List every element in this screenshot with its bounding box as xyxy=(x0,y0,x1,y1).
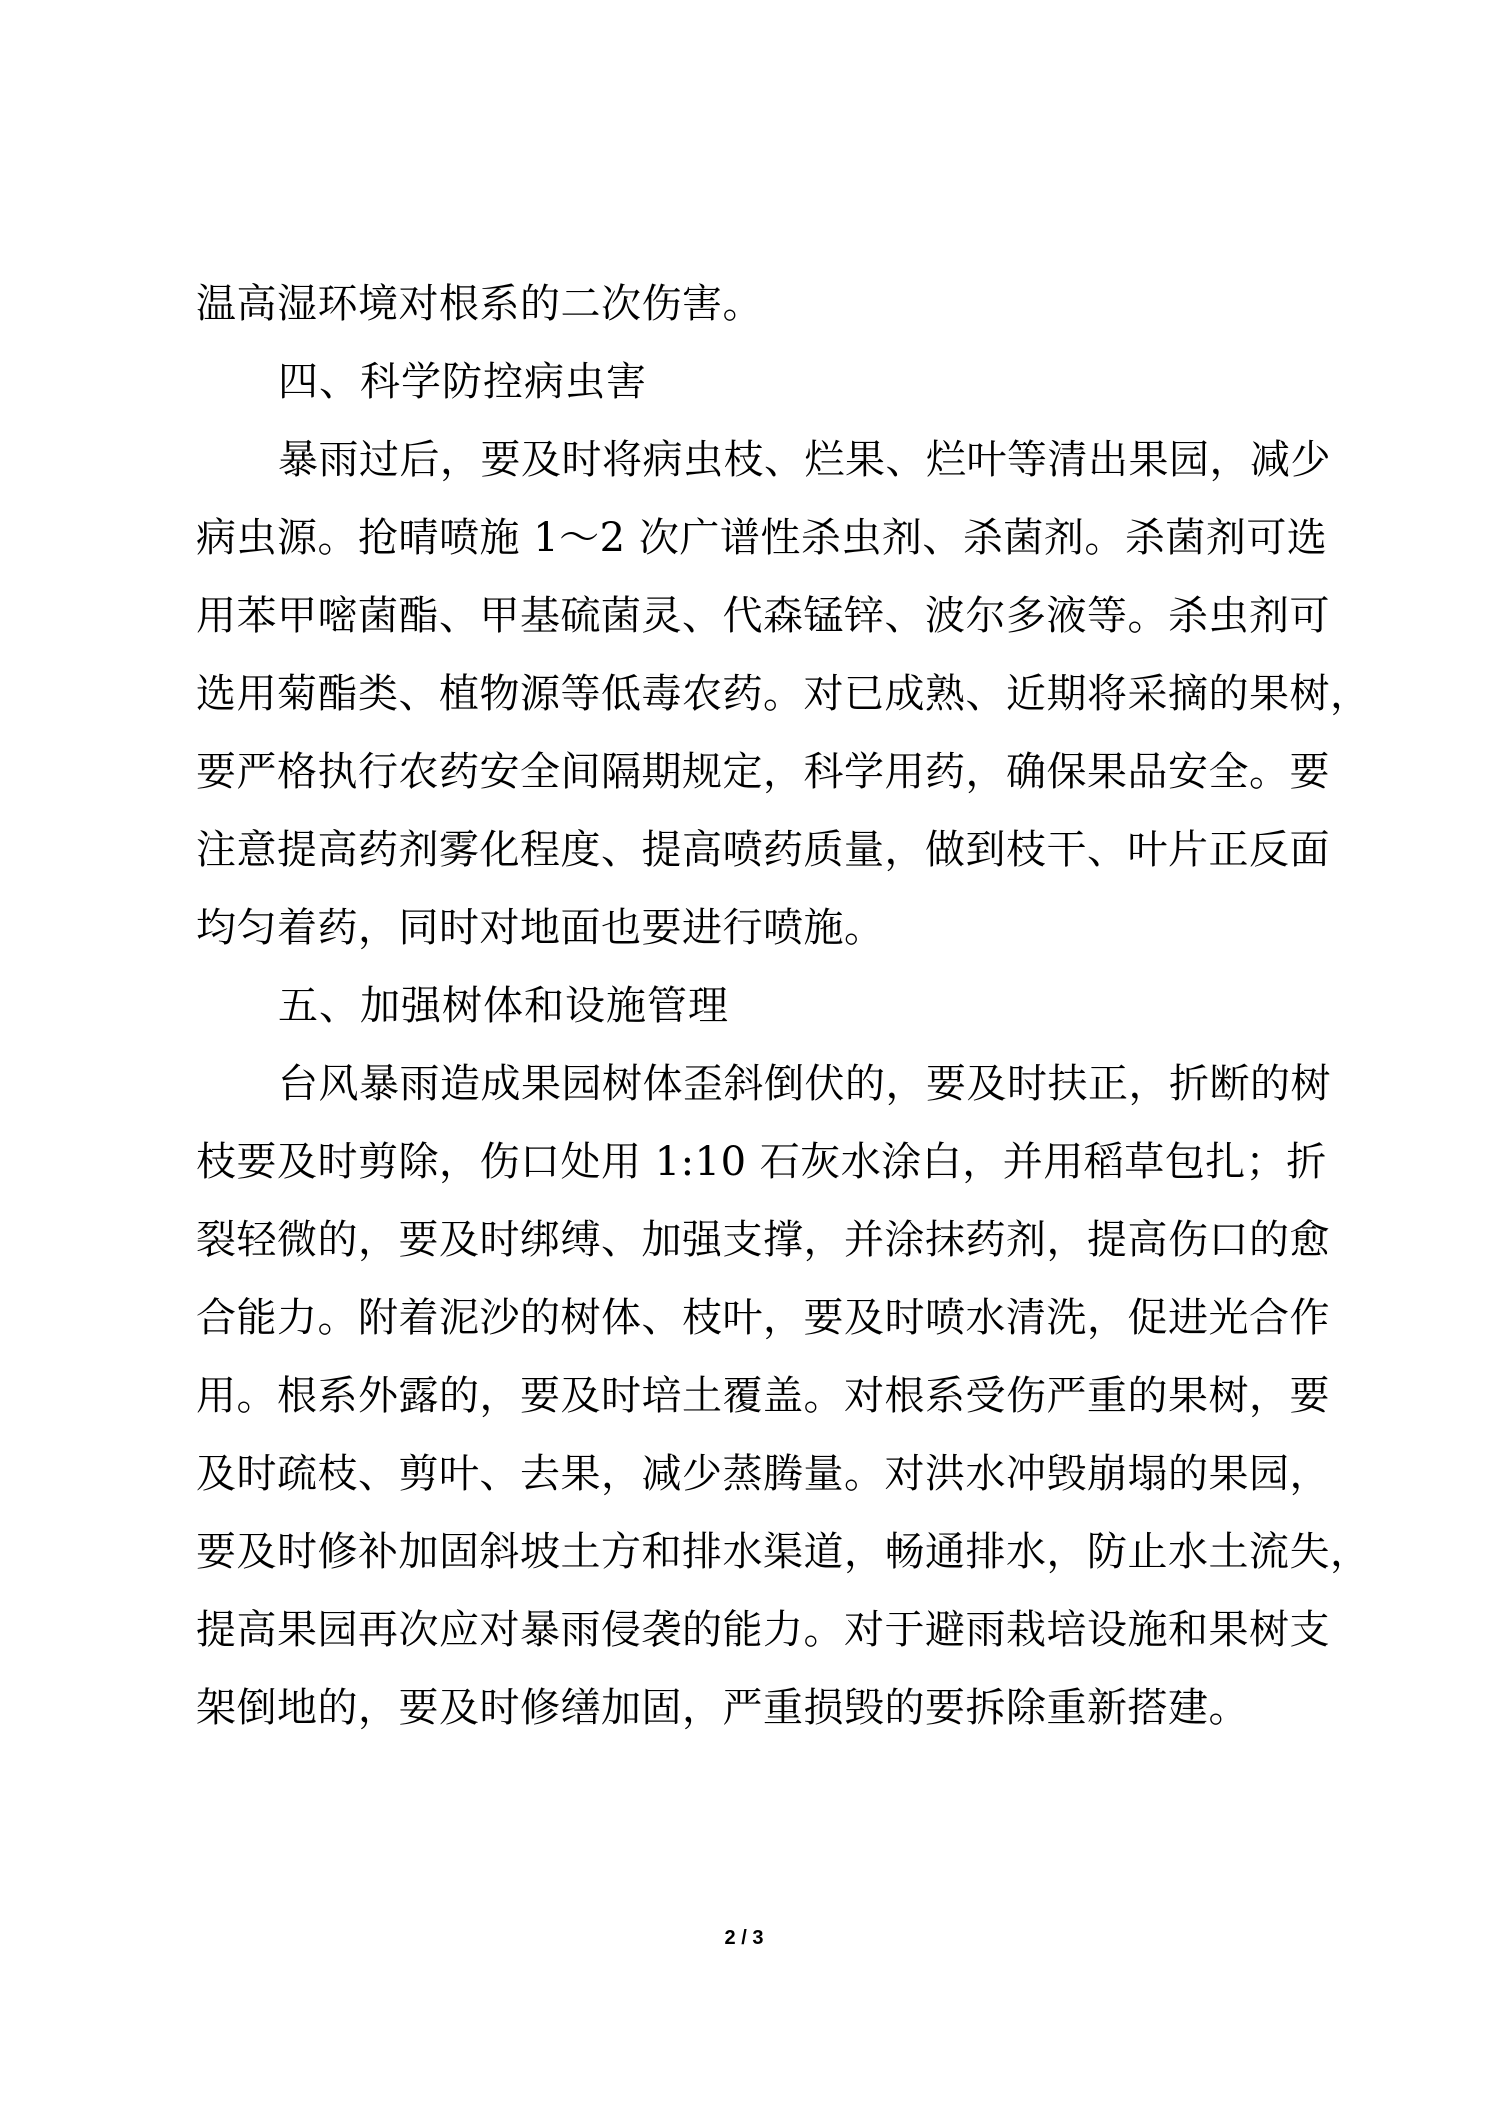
paragraph-line: 要严格执行农药安全间隔期规定，科学用药，确保果品安全。要 xyxy=(196,749,1330,795)
paragraph-line: 及时疏枝、剪叶、去果，减少蒸腾量。对洪水冲毁崩塌的果园， xyxy=(196,1451,1330,1497)
paragraph-line: 用。根系外露的，要及时培土覆盖。对根系受伤严重的果树，要 xyxy=(196,1373,1330,1419)
paragraph-line: 选用菊酯类、植物源等低毒农药。对已成熟、近期将采摘的果树， xyxy=(196,671,1371,717)
paragraph-line: 枝要及时剪除，伤口处用 1:10 石灰水涂白，并用稻草包扎；折 xyxy=(196,1139,1327,1185)
paragraph-line: 注意提高药剂雾化程度、提高喷药质量，做到枝干、叶片正反面 xyxy=(196,827,1330,873)
paragraph-line: 台风暴雨造成果园树体歪斜倒伏的，要及时扶正，折断的树 xyxy=(278,1061,1331,1107)
section-heading-pest-control: 四、科学防控病虫害 xyxy=(278,359,647,405)
paragraph-line: 架倒地的，要及时修缮加固，严重损毁的要拆除重新搭建。 xyxy=(196,1685,1249,1731)
page-number: 2 / 3 xyxy=(724,1927,764,1949)
paragraph-line: 合能力。附着泥沙的树体、枝叶，要及时喷水清洗，促进光合作 xyxy=(196,1295,1330,1341)
paragraph-line: 暴雨过后，要及时将病虫枝、烂果、烂叶等清出果园，减少 xyxy=(278,437,1331,483)
paragraph-line: 病虫源。抢晴喷施 1～2 次广谱性杀虫剂、杀菌剂。杀菌剂可选 xyxy=(196,515,1328,561)
paragraph-line: 均匀着药，同时对地面也要进行喷施。 xyxy=(196,905,885,951)
paragraph-line: 要及时修补加固斜坡土方和排水渠道，畅通排水，防止水土流失， xyxy=(196,1529,1371,1575)
paragraph-line: 提高果园再次应对暴雨侵袭的能力。对于避雨栽培设施和果树支 xyxy=(196,1607,1330,1653)
paragraph-line: 温高湿环境对根系的二次伤害。 xyxy=(196,281,763,327)
section-heading-tree-facility-management: 五、加强树体和设施管理 xyxy=(278,983,729,1029)
paragraph-line: 裂轻微的，要及时绑缚、加强支撑，并涂抹药剂，提高伤口的愈 xyxy=(196,1217,1330,1263)
paragraph-line: 用苯甲嘧菌酯、甲基硫菌灵、代森锰锌、波尔多液等。杀虫剂可 xyxy=(196,593,1330,639)
